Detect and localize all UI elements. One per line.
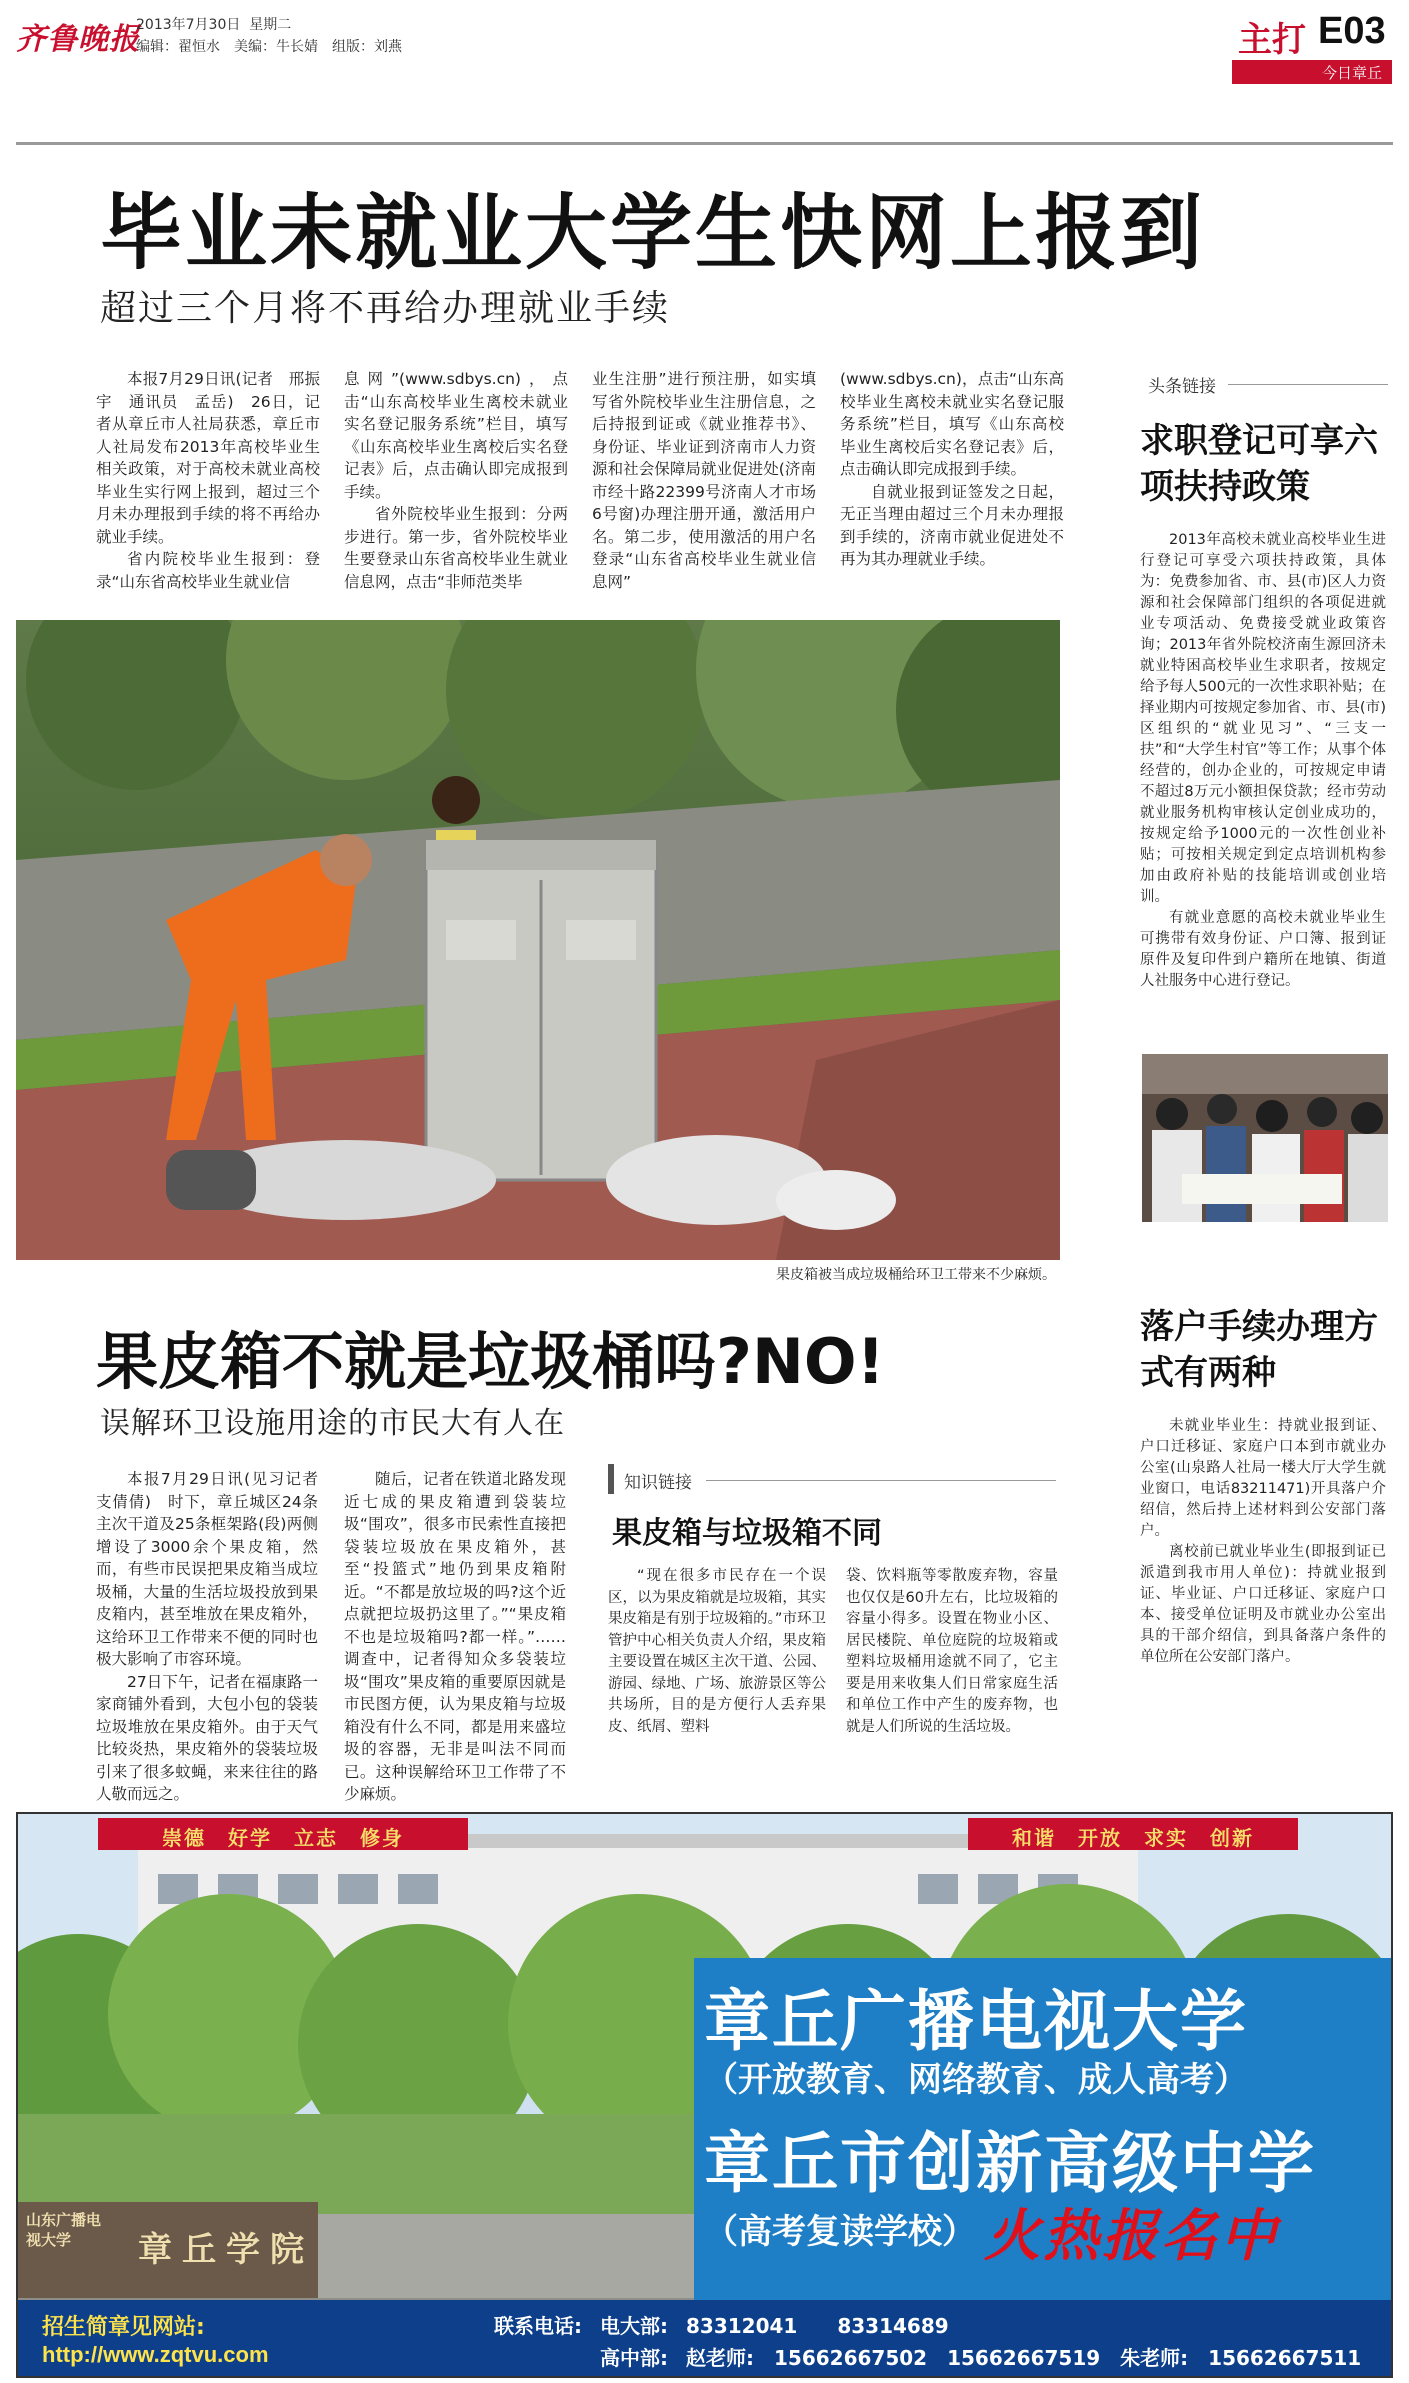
sidebar1-para: 有就业意愿的高校未就业毕业生可携带有效身份证、户口簿、报到证原件及复印件到户籍所在地镇、街道人社服务中心进行登记。 [1140,910,1386,989]
lead-col2-para: 息网”(www.sdbys.cn)，点击“山东高校毕业生离校未就业实名登记服务系统”栏目，填写《山东高校毕业生离校后实名登记表》后，点击确认即完成报到手续。 [344,370,568,501]
knowledge-column-2 [846,1566,1058,1738]
lead-column-2 [344,368,568,593]
sidebar2-para: 离校前已就业毕业生(即报到证已派遣到我市用人单位)：持就业报到证、毕业证、户口迁移证、家庭户口本、接受单位证明及市就业办公室出具的干部介绍信，到具备落户条件的单位所在公安部门落户。 [1140,1544,1386,1665]
second-col1-para: 27日下午，记者在福康路一家商铺外看到，大包小包的袋装垃圾堆放在果皮箱外。由于天气比较炎热，果皮箱外的袋装垃圾引来了很多蚊蝇，来来往往的路人敬而远之。 [96,1672,318,1803]
issue-date: 2013年7月30日 星期二 [136,17,292,33]
lead-col4-para: 自就业报到证签发之日起，无正当理由超过三个月未办理报到手续的，济南市就业促进处不再为其办理就业手续。 [840,482,1064,568]
ad-school1-sub: （开放教育、网络教育、成人高考） [704,2060,1248,2100]
sidebar2-headline: 落户手续办理方式有两种 [1140,1307,1378,1393]
section-name: 主打 [1238,20,1306,60]
page-number: E03 [1318,10,1386,52]
knowledge-headline: 果皮箱与垃圾箱不同 [612,1516,882,1551]
sidebar1-para: 2013年高校未就业高校毕业生进行登记可享受六项扶持政策，具体为：免费参加省、市、县(市)区人力资源和社会保障部门组织的各项促进就业专项活动、免费接受就业政策咨询；2013年省外院校济南生源回济未就业特困高校毕业生求职者，按规定给予每人500元的一次性求职补贴；在择业期内可按规定参加省、市、县(市)区组织的“就业见习”、“三支一扶”和“大学生村官”等工作；从事个体经营的，创办企业的，可按规定申请不超过8万元小额担保贷款；经市劳动就业服务机构审核认定创业成功的，按规定给予1000元的一次性创业补贴；可按相关规定到定点培训机构参加由政府补贴的技能培训或创业培训。 [1140,532,1386,905]
knowledge-col2-para: 袋、饮料瓶等零散废弃物，容量也仅仅是60升左右，比垃圾箱的容量小得多。设置在物业小区、居民楼院、单位庭院的垃圾箱或塑料垃圾桶用途就不同了，它主要是用来收集人们日常家庭生活和单位工作中产生的废弃物，也就是人们所说的生活垃圾。 [846,1568,1058,1735]
ad-school2-sub: （高考复读学校） [704,2212,976,2252]
lead-col3-para: 业生注册”进行预注册，如实填写省外院校毕业生注册信息，之后持报到证或《就业推荐书》、身份证、毕业证到济南市人力资源和社会保障局就业促进处(济南市经十路22399号济南人才市场6号窗)办理注册开通，激活用户名。第二步，使用激活的用户名登录“山东省高校毕业生就业信息网” [592,370,816,591]
sidebar1-tag: 头条链接 [1148,377,1216,397]
lead-col1-para: 本报7月29日讯(记者 邢振宇 通讯员 孟岳) 26日，记者从章丘市人社局获悉，章丘市人社局发布2013年高校毕业生相关政策，对于高校未就业高校毕业生实行网上报到，超过三个月未办理报到手续的将不再给办就业手续。 [96,370,320,546]
knowledge-col1-para: “现在很多市民存在一个误区，以为果皮箱就是垃圾箱，其实果皮箱是有别于垃圾箱的。”市环卫管护中心相关负责人介绍，果皮箱主要设置在城区主次干道、公园、游园、绿地、广场、旅游景区等公共场所，目的是方便行人丢弃果皮、纸屑、塑料 [608,1568,826,1735]
lead-col2-para: 省外院校毕业生报到：分两步进行。第一步，省外院校毕业生要登录山东省高校毕业生就业信息网，点击“非师范类毕 [344,505,568,591]
masthead-rule [16,142,1393,145]
ad-banner-left: 崇德 好学 立志 修身 [162,1826,404,1850]
second-headline: 果皮箱不就是垃圾桶吗?NO! [96,1325,885,1398]
sidebar1-body [1140,530,1386,992]
second-column-2 [344,1468,566,1806]
lead-col1-para: 省内院校毕业生报到：登录“山东省高校毕业生就业信 [96,550,320,591]
knowledge-tag-rule [706,1480,1056,1481]
lead-column-3 [592,368,816,593]
knowledge-column-1 [608,1566,826,1738]
sidebar2-body [1140,1416,1386,1668]
school-ad [16,1812,1393,2378]
second-col1-para: 本报7月29日讯(见习记者 支倩倩) 时下，章丘城区24条主次干道及25条框架路(段)两侧增设了3000余个果皮箱，然而，有些市民误把果皮箱当成垃圾桶，大量的生活垃圾投放到果皮箱内，甚至堆放在果皮箱外，这给环卫工作带来不便的同时也极大影响了市容环境。 [96,1470,334,1668]
ad-web-url[interactable]: http://www.zqtvu.com [42,2342,269,2367]
ad-school2-name: 章丘市创新高级中学 [704,2124,1316,2202]
ad-web-label: 招生简章见网站: [42,2315,205,2340]
photo-caption: 果皮箱被当成垃圾桶给环卫工带来不少麻烦。 [776,1267,1056,1283]
second-column-1 [96,1468,334,1806]
ad-slogan: 火热报名中 [984,2204,1279,2269]
ad-school1-name: 章丘广播电视大学 [704,1982,1248,2060]
sidebar1-tag-rule [1228,384,1388,385]
job-fair-photo [1142,1054,1388,1222]
gate-sign-small: 山东广播电视大学 [26,2211,102,2249]
ad-dept1-phones: 83312041 83314689 [686,2314,949,2338]
ad-banner-right: 和谐 开放 求实 创新 [1012,1826,1254,1850]
second-subheadline: 误解环卫设施用途的市民大有人在 [100,1406,565,1441]
lead-subheadline: 超过三个月将不再给办理就业手续 [100,288,671,329]
sidebar2-para: 未就业毕业生：持就业报到证、户口迁移证、家庭户口本到市就业办公室(山泉路人社局一楼大厅大学生就业窗口，电话83211471)开具落户介绍信，然后持上述材料到公安部门落户。 [1140,1418,1386,1539]
ad-contacts: 赵老师: 15662667502 15662667519 朱老师: 15662667511 [686,2346,1362,2370]
street-cleaner-photo [16,620,1060,1260]
lead-col4-para: (www.sdbys.cn)，点击“山东高校毕业生离校未就业实名登记服务系统”栏目，填写《山东高校毕业生离校后实名登记表》后，点击确认即完成报到手续。 [840,370,1064,478]
second-col2-para: 随后，记者在铁道北路发现近七成的果皮箱遭到袋装垃圾“围攻”，很多市民索性直接把袋装垃圾放在果皮箱外，甚至“投篮式”地仍到果皮箱附近。“不都是放垃圾的吗?这个近点就把垃圾扔这里了。”“果皮箱不也是垃圾箱吗?都一样。”……调查中，记者得知众多袋装垃圾“围攻”果皮箱的重要原因就是市民图方便，认为果皮箱与垃圾箱没有什么不同，都是用来盛垃圾的容器，无非是叫法不同而已。这种误解给环卫工作带了不少麻烦。 [344,1470,566,1803]
ad-dept1-label: 电大部: [600,2314,668,2338]
ad-dept2-label: 高中部: [600,2346,668,2370]
staff-credits: 编辑：翟恒水 美编：牛长婧 组版：刘燕 [136,39,402,55]
sidebar1-headline: 求职登记可享六项扶持政策 [1140,421,1378,507]
edition-label: 今日章丘 [1321,64,1382,82]
knowledge-tag: 知识链接 [624,1473,692,1493]
lead-column-1 [96,368,320,593]
lead-column-4 [840,368,1064,571]
ad-phone-label: 联系电话: [494,2314,582,2338]
lead-headline: 毕业未就业大学生快网上报到 [100,186,1206,281]
gate-sign: 章丘学院 [138,2230,314,2270]
paper-logo: 齐鲁晚报 [16,22,140,57]
